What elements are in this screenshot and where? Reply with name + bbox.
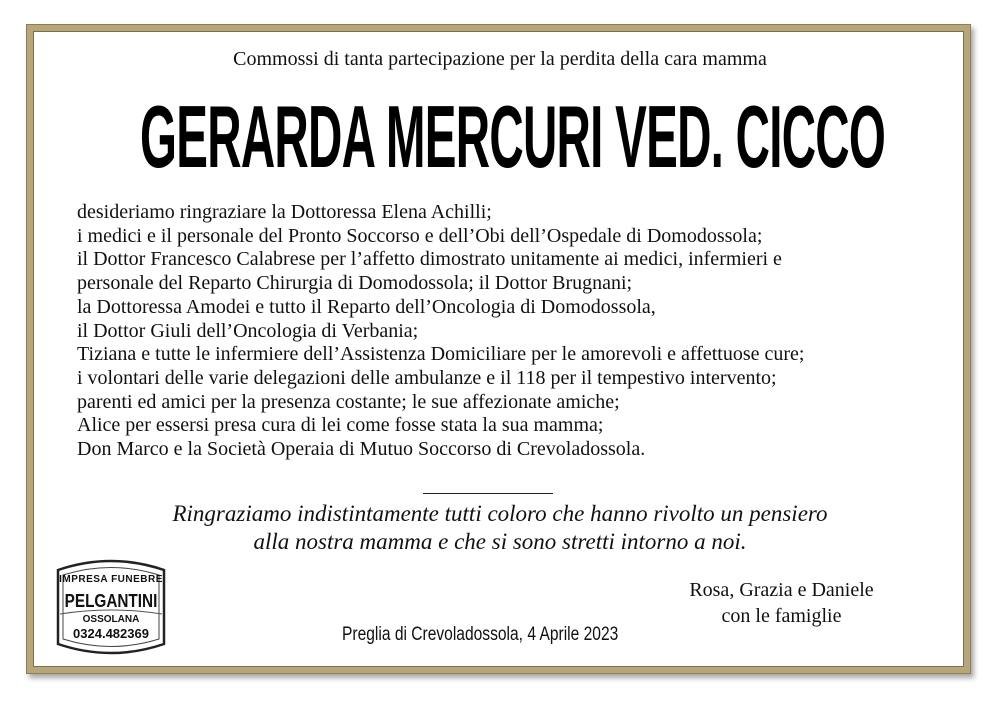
thanks-line: Tiziana e tutte le infermiere dell’Assistenza Domiciliare per le amorevoli e affettuose cure; xyxy=(77,343,805,366)
closing-line: Ringraziamo indistintamente tutti coloro che hanno rivolto un pensiero xyxy=(172,501,828,526)
thanks-line: i volontari delle varie delegazioni delle ambulanze e il 118 per il tempestivo intervento; xyxy=(77,366,777,389)
thanks-list xyxy=(77,201,805,462)
thanks-line: la Dottoressa Amodei e tutto il Reparto dell’Oncologia di Domodossola, xyxy=(77,295,656,318)
closing-line: alla nostra mamma e che si sono stretti intorno a noi. xyxy=(253,529,747,554)
funeral-home-logo xyxy=(52,556,170,658)
thanks-line: i medici e il personale del Pronto Soccorso e dell’Obi dell’Ospedale di Domodossola; xyxy=(77,224,763,247)
signature-names: Rosa, Grazia e Daniele xyxy=(689,579,874,601)
thanks-line: Alice per essersi presa cura di lei come fosse stata la sua mamma; xyxy=(77,414,604,437)
logo-city: OSSOLANA xyxy=(82,614,140,625)
thanks-line: Don Marco e la Società Operaia di Mutuo Soccorso di Crevoladossola. xyxy=(77,438,646,461)
thanks-line: il Dottor Francesco Calabrese per l’affetto dimostrato unitamente ai medici, infermieri e xyxy=(77,248,782,271)
signature xyxy=(650,577,913,629)
logo-phone: 0324.482369 xyxy=(73,626,149,641)
intro-text: Commossi di tanta partecipazione per la perdita della cara mamma xyxy=(233,48,767,70)
place-date: Preglia di Crevoladossola, 4 Aprile 2023 xyxy=(342,624,619,645)
logo-name: PELGANTINI xyxy=(64,591,158,611)
separator-line xyxy=(423,493,553,494)
closing-text xyxy=(0,500,1000,556)
thanks-line: desideriamo ringraziare la Dottoressa Elena Achilli; xyxy=(77,201,492,223)
thanks-line: parenti ed amici per la presenza costante; le sue affezionate amiche; xyxy=(77,390,620,413)
thanks-line: il Dottor Giuli dell’Oncologia di Verbania; xyxy=(77,319,419,342)
signature-families: con le famiglie xyxy=(721,605,842,627)
deceased-name: GERARDA MERCURI VED. CICCO xyxy=(140,87,886,186)
thanks-line: personale del Reparto Chirurgia di Domodossola; il Dottor Brugnani; xyxy=(77,272,633,295)
logo-top-text: IMPRESA FUNEBRE xyxy=(59,574,163,585)
